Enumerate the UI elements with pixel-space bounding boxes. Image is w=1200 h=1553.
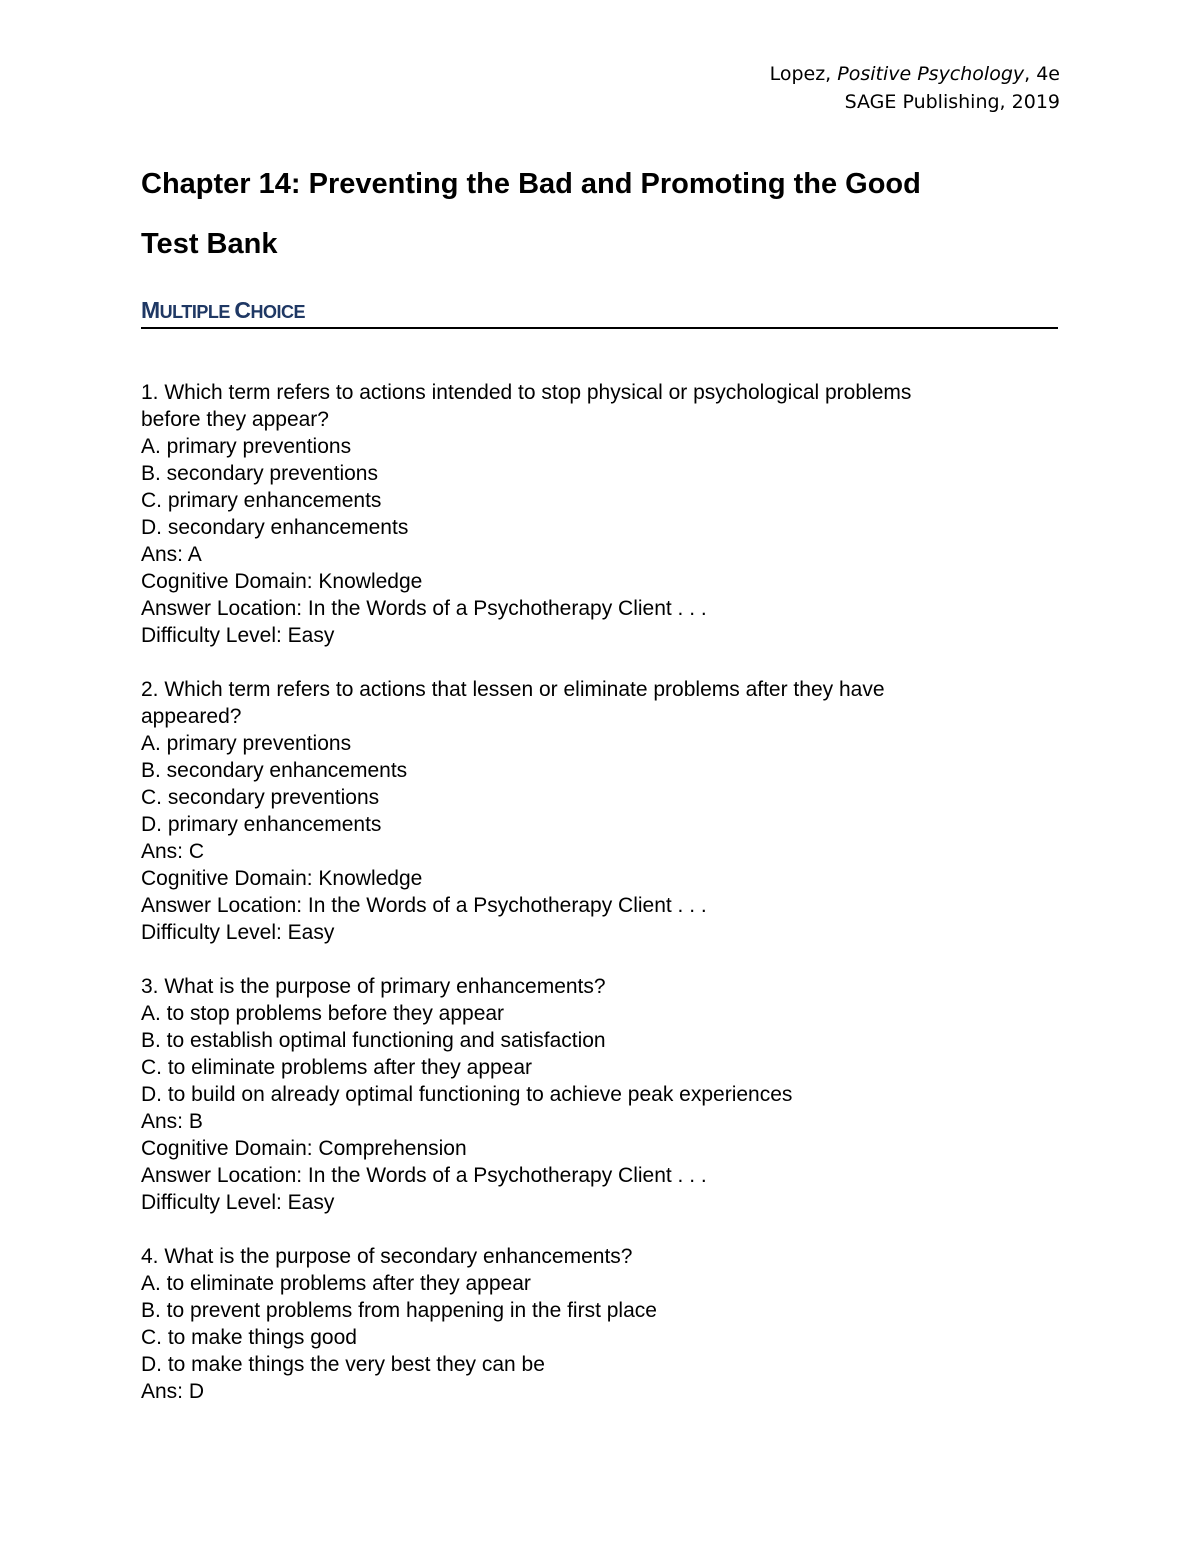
question-item	[141, 973, 1058, 1216]
answer-option: C. secondary preventions	[141, 786, 380, 809]
test-bank-subtitle: Test Bank	[141, 228, 278, 260]
answer-option: C. primary enhancements	[141, 489, 382, 512]
question-stem: 1. Which term refers to actions intended to stop physical or psychological problems	[141, 381, 912, 404]
cognitive-domain: Cognitive Domain: Comprehension	[141, 1137, 467, 1160]
answer-option: D. to build on already optimal functioning to achieve peak experiences	[141, 1083, 793, 1106]
question-item	[141, 676, 1058, 946]
difficulty-level: Difficulty Level: Easy	[141, 921, 335, 944]
question-stem: before they appear?	[141, 408, 329, 431]
answer-option: B. to establish optimal functioning and satisfaction	[141, 1029, 606, 1052]
question-stem: 3. What is the purpose of primary enhancements?	[141, 975, 606, 998]
question-item	[141, 1243, 1058, 1405]
question-stem: appeared?	[141, 705, 242, 728]
answer-option: A. primary preventions	[141, 435, 352, 458]
question-stem: 4. What is the purpose of secondary enhancements?	[141, 1245, 633, 1268]
header-book-line	[770, 60, 1060, 88]
question-stem: 2. Which term refers to actions that lessen or eliminate problems after they have	[141, 678, 885, 701]
difficulty-level: Difficulty Level: Easy	[141, 1191, 335, 1214]
section-heading-initial-c: C	[234, 297, 251, 323]
answer-option: A. to eliminate problems after they appear	[141, 1272, 531, 1295]
answer-option: C. to eliminate problems after they appear	[141, 1056, 533, 1079]
header-edition: , 4e	[1024, 63, 1060, 85]
answer-option: B. secondary enhancements	[141, 759, 408, 782]
answer-option: B. to prevent problems from happening in the first place	[141, 1299, 657, 1322]
answer-option: D. secondary enhancements	[141, 516, 409, 539]
answer-option: A. to stop problems before they appear	[141, 1002, 505, 1025]
section-heading-initial-m: M	[141, 297, 160, 323]
cognitive-domain: Cognitive Domain: Knowledge	[141, 570, 423, 593]
section-heading-rest-2: HOICE	[250, 302, 305, 322]
answer-option: D. primary enhancements	[141, 813, 382, 836]
answer-option: B. secondary preventions	[141, 462, 378, 485]
answer-location: Answer Location: In the Words of a Psychotherapy Client . . .	[141, 597, 707, 620]
answer-location: Answer Location: In the Words of a Psychotherapy Client . . .	[141, 894, 707, 917]
header-publisher: SAGE Publishing, 2019	[844, 91, 1060, 113]
header-author: Lopez,	[769, 63, 832, 85]
section-heading-rest-1: ULTIPLE	[159, 302, 230, 322]
question-item	[141, 379, 1058, 649]
answer-key: Ans: C	[141, 840, 205, 863]
answer-key: Ans: A	[141, 543, 202, 566]
answer-option: C. to make things good	[141, 1326, 357, 1349]
running-header	[770, 60, 1060, 116]
answer-option: D. to make things the very best they can be	[141, 1353, 545, 1376]
answer-location: Answer Location: In the Words of a Psychotherapy Client . . .	[141, 1164, 707, 1187]
chapter-title: Chapter 14: Preventing the Bad and Promoting the Good	[141, 168, 921, 200]
difficulty-level: Difficulty Level: Easy	[141, 624, 335, 647]
section-heading-multiple-choice	[141, 293, 1058, 329]
answer-key: Ans: B	[141, 1110, 203, 1133]
cognitive-domain: Cognitive Domain: Knowledge	[141, 867, 423, 890]
answer-option: A. primary preventions	[141, 732, 352, 755]
header-book-title: Positive Psychology	[837, 63, 1025, 85]
answer-key: Ans: D	[141, 1380, 205, 1403]
question-list	[141, 379, 1058, 1432]
